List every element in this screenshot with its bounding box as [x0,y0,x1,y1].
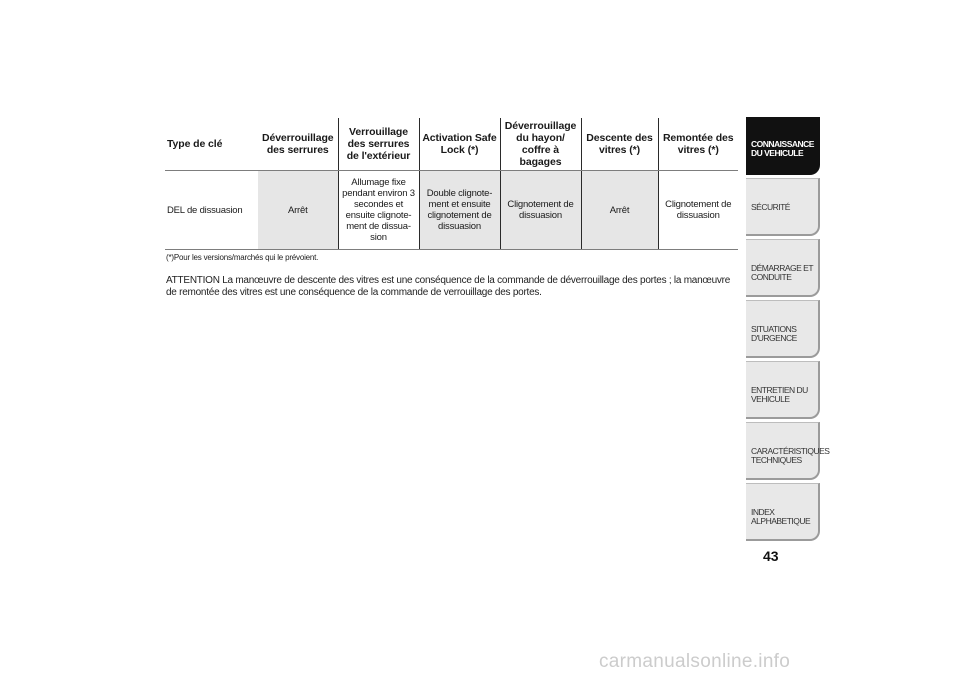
table-cell: Allumage fixe pendant environ 3 secondes et ensuite clignote-ment de dissua-sion [338,171,419,250]
table-header-row [165,118,738,171]
table-cell: DEL de dissuasion [165,171,258,250]
tab-label: CARACTÉRISTIQUES TECHNIQUES [751,446,830,465]
table-cell: Double clignote-ment et ensuite clignotement de dissuasion [419,171,500,250]
tab-label: SÉCURITÉ [751,202,790,212]
tab-entretien-du-vehicule[interactable] [746,361,820,419]
attention-note: ATTENTION La manœuvre de descente des vitres est une conséquence de la commande de déverrouillage des portes ; la manœuvre de remontée des vitres est une conséquence de la commande de verrouillage des portes. [166,275,731,298]
table-row [165,171,738,250]
watermark-text: carmanualsonline.info [599,651,791,672]
table-cell: Clignotement de dissuasion [500,171,581,250]
tab-label: ENTRETIEN DU VEHICULE [751,385,808,404]
tab-demarrage-et-conduite[interactable] [746,239,820,297]
tab-label: DÉMARRAGE ET CONDUITE [751,263,813,282]
page-number: 43 [763,548,779,564]
tab-label: SITUATIONS D'URGENCE [751,324,797,343]
chapter-tabs [746,117,830,544]
key-led-table [165,118,738,250]
header-cell: Déverrouillage des serrures [258,118,338,171]
header-cell: Activation Safe Lock (*) [419,118,500,171]
table-cell: Arrêt [581,171,658,250]
footnote: (*)Pour les versions/marchés qui le prévoient. [166,253,319,262]
tab-situations-d-urgence[interactable] [746,300,820,358]
table-cell: Clignotement de dissuasion [658,171,738,250]
header-cell: Verrouillage des serrures de l'extérieur [338,118,419,171]
header-cell: Descente des vitres (*) [581,118,658,171]
table-cell: Arrêt [258,171,338,250]
tab-securite[interactable] [746,178,820,236]
tab-label: CONNAISSANCE DU VEHICULE [751,139,814,158]
tab-connaissance-du-vehicule[interactable] [746,117,820,175]
tab-caracteristiques-techniques[interactable] [746,422,830,480]
header-cell: Déverrouillage du hayon/ coffre à bagages [500,118,581,171]
header-cell: Type de clé [165,118,258,171]
tab-label: INDEX ALPHABETIQUE [751,507,811,526]
tab-index-alphabetique[interactable] [746,483,820,541]
header-cell: Remontée des vitres (*) [658,118,738,171]
